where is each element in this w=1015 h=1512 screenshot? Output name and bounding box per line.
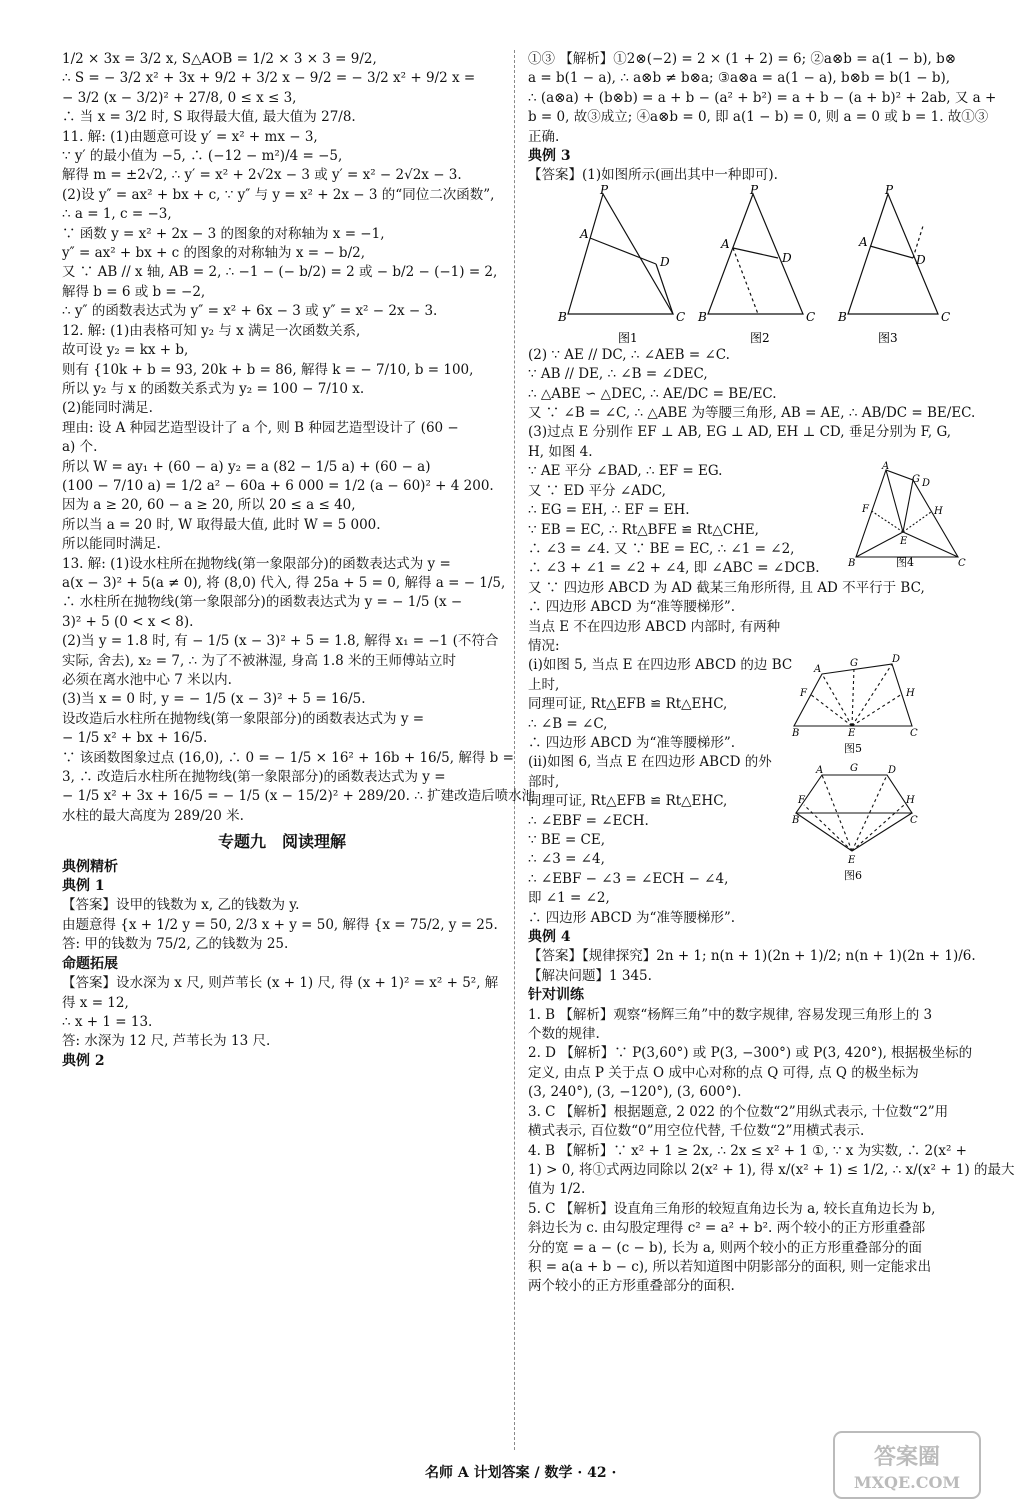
- right-text-line: 【解决问题】1 345.: [528, 967, 652, 984]
- left-text-line: 得 x = 12,: [62, 994, 129, 1011]
- left-text-line: − 1/5 x² + bx + 16/5.: [62, 730, 208, 747]
- svg-text:C: C: [806, 309, 816, 324]
- svg-text:A: A: [580, 226, 589, 241]
- figure-5: [792, 656, 917, 756]
- right-text-line: ∴ ∠EBF − ∠3 = ∠ECH − ∠4,: [528, 870, 729, 887]
- svg-text:D: D: [888, 764, 897, 776]
- svg-text:A: A: [882, 461, 890, 473]
- left-text-line: ∵ 该函数图象过点 (16,0), ∴ 0 = − 1/5 × 16² + 16b + 16/5, 解得 b =: [62, 749, 514, 766]
- right-text-line: 【答案】(1)如图所示(画出其中一种即可).: [528, 167, 778, 184]
- right-text-line: 又 ∵ ED 平分 ∠ADC,: [528, 482, 666, 499]
- left-text-line: ∴ 水柱所在抛物线(第一象限部分)的函数表达式为 y = − 1/5 (x −: [62, 594, 463, 611]
- left-text-line: 由题意得 {x + 1/2 y = 50, 2/3 x + y = 50, 解得 {x = 75/2, y = 25.: [62, 916, 498, 933]
- left-text-line: ∴ S = − 3/2 x² + 3x + 9/2 + 3/2 x − 9/2 = − 3/2 x² + 9/2 x =: [62, 70, 476, 87]
- right-text-line: ∴ 四边形 ABCD 为“准等腰梯形”.: [528, 909, 736, 926]
- right-text-line: 当点 E 不在四边形 ABCD 内部时, 有两种: [528, 618, 781, 635]
- svg-text:B: B: [792, 814, 800, 826]
- right-text-line: ∵ EB = EC, ∴ Rt△BFE ≌ Rt△CHE,: [528, 521, 759, 538]
- right-text-line: ∴ (a⊗a) + (b⊗b) = a + b − (a² + b²) = a + b − (a + b)² + 2ab, 又 a +: [528, 89, 997, 106]
- watermark-logo: [832, 1430, 982, 1500]
- svg-text:F: F: [800, 688, 808, 700]
- left-text-line: ∴ 当 x = 3/2 时, S 取得最大值, 最大值为 27/8.: [62, 109, 356, 126]
- svg-text:B: B: [848, 558, 856, 570]
- right-text-line: 又 ∵ 四边形 ABCD 为 AD 截某三角形所得, 且 AD 不平行于 BC,: [528, 579, 925, 596]
- left-text-line: 【答案】设甲的钱数为 x, 乙的钱数为 y.: [62, 897, 300, 914]
- right-text-line: ∴ ∠B = ∠C,: [528, 715, 608, 732]
- svg-text:D: D: [660, 254, 670, 269]
- right-text-line: (3)过点 E 分别作 EF ⊥ AB, EG ⊥ AD, EH ⊥ CD, 垂足分别为 F, G,: [528, 424, 952, 441]
- triangle-figures: [528, 182, 968, 346]
- left-text-line: 所以能同时满足.: [62, 536, 161, 553]
- right-text-line: a = b(1 − a), ∴ a⊗b ≠ b⊗a; ③a⊗a = a(1 − a), b⊗b = b(1 − b),: [528, 70, 951, 87]
- right-column: [528, 50, 1015, 1297]
- svg-text:F: F: [798, 794, 806, 806]
- svg-text:D: D: [916, 252, 926, 267]
- svg-text:P: P: [885, 182, 894, 197]
- svg-text:P: P: [600, 182, 609, 197]
- fig5-6-block: [528, 656, 973, 928]
- right-text-line: 4. B 【解析】∵ x² + 1 ≥ 2x, ∴ 2x ≤ x² + 1 ①, ∵ x 为实数, ∴ 2(x² +: [528, 1142, 967, 1159]
- right-text-line: (3, 240°), (3, −120°), (3, 600°).: [528, 1084, 742, 1101]
- svg-text:E: E: [848, 728, 856, 740]
- svg-text:G: G: [850, 658, 859, 670]
- svg-text:H: H: [934, 506, 943, 518]
- right-text-line: (ⅱ)如图 6, 当点 E 在四边形 ABCD 的外: [528, 754, 772, 771]
- svg-text:A: A: [814, 664, 822, 676]
- left-text-line: 典例 2: [62, 1052, 105, 1069]
- left-text-line: ∵ y′ 的最小值为 −5, ∴ (−12 − m²)/4 = −5,: [62, 148, 343, 165]
- right-text-line: (2) ∵ AE // DC, ∴ ∠AEB = ∠C.: [528, 346, 730, 363]
- right-text-line: 上时,: [528, 676, 560, 693]
- left-text-line: ∴ y″ 的函数表达式为 y″ = x² + 6x − 3 或 y″ = x² − 2x − 3.: [62, 303, 438, 320]
- left-text-line: 13. 解: (1)设水柱所在抛物线(第一象限部分)的函数表达式为 y =: [62, 555, 451, 572]
- right-text-line: 即 ∠1 = ∠2,: [528, 890, 610, 907]
- left-text-line: ∴ x + 1 = 13.: [62, 1013, 153, 1030]
- svg-text:B: B: [698, 309, 707, 324]
- left-text-line: (100 − 7/10 a) = 1/2 a² − 60a + 6 000 = 1/2 (a − 60)² + 4 200.: [62, 477, 494, 494]
- figures-1-3: [528, 182, 973, 346]
- left-text-line: y″ = ax² + bx + c 的图象的对称轴为 x = − b/2,: [62, 245, 366, 262]
- svg-text:A: A: [721, 236, 730, 251]
- right-text-line: 典例 4: [528, 929, 571, 946]
- fig6-label: 图6: [844, 868, 863, 882]
- svg-text:C: C: [676, 309, 686, 324]
- right-text-line: ∴ 四边形 ABCD 为“准等腰梯形”.: [528, 599, 736, 616]
- right-text-line: ∴ △ABE ∽ △DEC, ∴ AE/DC = BE/EC.: [528, 385, 777, 402]
- svg-text:F: F: [862, 504, 869, 516]
- fig1-label: 图1: [618, 330, 638, 345]
- right-text-line: 同理可证, Rt△EFB ≌ Rt△EHC,: [528, 696, 728, 713]
- left-text-line: (3)当 x = 0 时, y = − 1/5 (x − 3)² + 5 = 16/5.: [62, 691, 366, 708]
- left-text-line: (2)能同时满足.: [62, 400, 153, 417]
- left-text-line: a) 个.: [62, 439, 98, 456]
- fig4-label: 图4: [896, 556, 914, 570]
- right-text-line: ∴ ∠3 = ∠4. 又 ∵ BE = EC, ∴ ∠1 = ∠2,: [528, 540, 795, 557]
- left-text-line: 故可设 y₂ = kx + b,: [62, 342, 189, 359]
- right-text-line: ∵ BE = CE,: [528, 832, 606, 848]
- left-text-line: 答: 水深为 12 尺, 芦苇长为 13 尺.: [62, 1033, 271, 1050]
- right-text-line: 情况:: [528, 637, 560, 654]
- left-text-line: 必须在离水池中心 7 米以内.: [62, 672, 232, 688]
- svg-text:C: C: [941, 309, 951, 324]
- right-text-line: ∴ ∠3 + ∠1 = ∠2 + ∠4, 即 ∠ABC = ∠DCB.: [528, 560, 820, 577]
- section-title: 专题九 阅读理解: [217, 832, 346, 852]
- left-text-line: ∴ a = 1, c = −3,: [62, 206, 172, 223]
- right-text-line: b = 0, 故③成立; ④a⊗b = 0, 即 a(1 − b) = 0, 则 a = 0 或 b = 1. 故①③: [528, 109, 989, 126]
- right-text-line: 又 ∵ ∠B = ∠C, ∴ △ABE 为等腰三角形, AB = AE, ∴ AB/DC = BE/EC.: [528, 405, 976, 422]
- fig5-label: 图5: [844, 742, 863, 756]
- right-text-line: 针对训练: [528, 987, 584, 1004]
- svg-text:C: C: [958, 558, 966, 570]
- fig4-block: [528, 462, 973, 656]
- right-text-line: ∴ EG = EH, ∴ EF = EH.: [528, 502, 690, 519]
- left-text-line: 设改造后水柱所在抛物线(第一象限部分)的函数表达式为 y =: [62, 710, 425, 727]
- left-text-line: 因为 a ≥ 20, 60 − a ≥ 20, 所以 20 ≤ a ≤ 40,: [62, 497, 356, 514]
- left-text-line: (2)当 y = 1.8 时, 有 − 1/5 (x − 3)² + 5 = 1.8, 解得 x₁ = −1 (不符合: [62, 633, 499, 650]
- left-text-line: 则有 {10k + b = 93, 20k + b = 86, 解得 k = − 7/10, b = 100,: [62, 361, 474, 378]
- svg-text:G: G: [912, 474, 920, 486]
- svg-text:E: E: [900, 536, 908, 548]
- left-text-line: 典例精析: [62, 858, 118, 875]
- right-text-line: 5. C 【解析】设直角三角形的较短直角边长为 a, 较长直角边长为 b,: [528, 1200, 936, 1217]
- left-text-line: 解得 m = ±2√2, ∴ y′ = x² + 2√2x − 3 或 y′ = x² − 2√2x − 3.: [62, 167, 462, 184]
- right-text-line: 值为 1/2.: [528, 1181, 586, 1198]
- right-text-line: ∴ ∠EBF = ∠ECH.: [528, 812, 649, 829]
- fig3-label: 图3: [878, 330, 898, 345]
- left-text-line: 又 ∵ AB // x 轴, AB = 2, ∴ −1 − (− b/2) = 2 或 − b/2 − (−1) = 2,: [62, 264, 498, 281]
- left-text-line: 3, ∴ 改造后水柱所在抛物线(第一象限部分)的函数表达式为 y =: [62, 769, 446, 786]
- fig2-label: 图2: [750, 330, 770, 345]
- left-text-line: a(x − 3)² + 5(a ≠ 0), 将 (8,0) 代入, 得 25a + 5 = 0, 解得 a = − 1/5,: [62, 574, 506, 591]
- svg-text:A: A: [859, 234, 868, 249]
- right-text-line: 定义, 由点 P 关于点 O 成中心对称的点 Q 可得, 点 Q 的极坐标为: [528, 1064, 919, 1081]
- svg-text:B: B: [558, 309, 567, 324]
- svg-text:H: H: [906, 794, 915, 806]
- left-text-line: 解得 b = 6 或 b = −2,: [62, 283, 206, 300]
- right-text-line: 分的宽 = a − (c − b), 长为 a, 则两个较小的正方形重叠部分的面: [528, 1239, 922, 1256]
- left-text-line: 理由: 设 A 种园艺造型设计了 a 个, 则 B 种园艺造型设计了 (60 −: [62, 419, 459, 436]
- left-text-line: 【答案】设水深为 x 尺, 则芦苇长 (x + 1) 尺, 得 (x + 1)² = x² + 5², 解: [62, 975, 499, 992]
- right-text-line: (ⅰ)如图 5, 当点 E 在四边形 ABCD 的边 BC: [528, 657, 793, 674]
- right-text-line: 1. B 【解析】观察“杨辉三角”中的数字规律, 容易发现三角形上的 3: [528, 1006, 933, 1023]
- svg-text:D: D: [782, 250, 792, 265]
- svg-text:E: E: [848, 854, 856, 866]
- svg-text:D: D: [892, 654, 901, 666]
- right-text-line: ①③ 【解析】①2⊗(−2) = 2 × (1 + 2) = 6; ②a⊗b = a(1 − b), b⊗: [528, 51, 957, 67]
- left-text-line: 典例 1: [62, 878, 105, 895]
- left-text-line: 1/2 × 3x = 3/2 x, S△AOB = 1/2 × 3 × 3 = 9/2,: [62, 51, 377, 67]
- svg-text:P: P: [750, 182, 759, 197]
- right-text-line: 同理可证, Rt△EFB ≌ Rt△EHC,: [528, 793, 728, 810]
- figure-4: [848, 461, 968, 570]
- left-text-line: 3)² + 5 (0 < x < 8).: [62, 613, 194, 630]
- right-text-line: 部时,: [528, 773, 560, 790]
- svg-text:C: C: [910, 728, 918, 740]
- right-text-line: 正确.: [528, 128, 560, 145]
- page-footer: 名师 A 计划答案 / 数学 · 42 ·: [425, 1465, 617, 1481]
- right-text-line: 两个较小的正方形重叠部分的面积.: [528, 1278, 735, 1295]
- left-text-line: 水柱的最大高度为 289/20 米.: [62, 807, 244, 824]
- right-text-line: ∵ AB // DE, ∴ ∠B = ∠DEC,: [528, 366, 708, 383]
- right-text-line: 斜边长为 c. 由勾股定理得 c² = a² + b². 两个较小的正方形重叠部: [528, 1220, 926, 1237]
- svg-text:B: B: [792, 728, 800, 740]
- svg-text:D: D: [922, 478, 931, 490]
- right-text-line: 个数的规律.: [528, 1026, 600, 1043]
- right-text-line: ∵ AE 平分 ∠BAD, ∴ EF = EG.: [528, 463, 723, 480]
- left-column: [62, 50, 536, 1071]
- right-text-line: 【答案】【规律探究】2n + 1; n(n + 1)(2n + 1)/2; n(n + 1)(2n + 1)/6.: [528, 948, 976, 965]
- left-text-line: 所以 W = ay₁ + (60 − a) y₂ = a (82 − 1/5 a) + (60 − a): [62, 458, 431, 475]
- left-text-line: 所以 y₂ 与 x 的函数关系式为 y₂ = 100 − 7/10 x.: [62, 380, 365, 397]
- right-text-line: H, 如图 4.: [528, 443, 593, 460]
- left-text-line: 11. 解: (1)由题意可设 y′ = x² + mx − 3,: [62, 128, 318, 145]
- left-text-line: ∵ 函数 y = x² + 2x − 3 的图象的对称轴为 x = −1,: [62, 225, 385, 242]
- svg-text:C: C: [910, 814, 918, 826]
- left-text-line: (2)设 y″ = ax² + bx + c, ∵ y″ 与 y = x² + 2x − 3 的“同位二次函数”,: [62, 186, 495, 203]
- left-text-line: 命题拓展: [62, 955, 118, 972]
- left-text-line: 实际, 舍去), x₂ = 7, ∴ 为了不被淋湿, 身高 1.8 米的王师傅站立时: [62, 652, 457, 669]
- right-text-line: 2. D 【解析】∵ P(3,60°) 或 P(3, −300°) 或 P(3, 420°), 根据极坐标的: [528, 1045, 973, 1062]
- right-text-line: 典例 3: [528, 148, 571, 165]
- left-text-line: 所以当 a = 20 时, W 取得最大值, 此时 W = 5 000.: [62, 516, 381, 533]
- right-text-line: 3. C 【解析】根据题意, 2 022 的个位数“2”用纵式表示, 十位数“2”用: [528, 1103, 949, 1120]
- right-text-line: ∴ 四边形 ABCD 为“准等腰梯形”.: [528, 734, 736, 751]
- svg-text:B: B: [838, 309, 847, 324]
- svg-text:G: G: [850, 762, 859, 774]
- figure-6: [792, 763, 917, 883]
- left-text-line: − 3/2 (x − 3/2)² + 27/8, 0 ≤ x ≤ 3,: [62, 89, 297, 106]
- column-divider: [514, 50, 515, 1450]
- svg-text:H: H: [906, 688, 915, 700]
- right-text-line: ∴ ∠3 = ∠4,: [528, 851, 605, 868]
- svg-text:MXQE.COM: MXQE.COM: [853, 1473, 961, 1492]
- left-text-line: − 1/5 x² + 3x + 16/5 = − 1/5 (x − 15/2)² + 289/20. ∴ 扩建改造后喷水池: [62, 788, 536, 805]
- right-text-line: 1) > 0, 将①式两边同除以 2(x² + 1), 得 x/(x² + 1) ≤ 1/2, ∴ x/(x² + 1) 的最大: [528, 1161, 1015, 1178]
- svg-text:A: A: [816, 764, 824, 776]
- left-text-line: 12. 解: (1)由表格可知 y₂ 与 x 满足一次函数关系,: [62, 322, 361, 339]
- left-text-line: 答: 甲的钱数为 75/2, 乙的钱数为 25.: [62, 936, 289, 953]
- right-text-line: 积 = a(a + b − c), 所以若知道图中阴影部分的面积, 则一定能求出: [528, 1258, 932, 1275]
- right-text-line: 横式表示, 百位数“0”用空位代替, 千位数“2”用横式表示.: [528, 1123, 865, 1140]
- svg-text:答案圈: 答案圈: [873, 1444, 941, 1470]
